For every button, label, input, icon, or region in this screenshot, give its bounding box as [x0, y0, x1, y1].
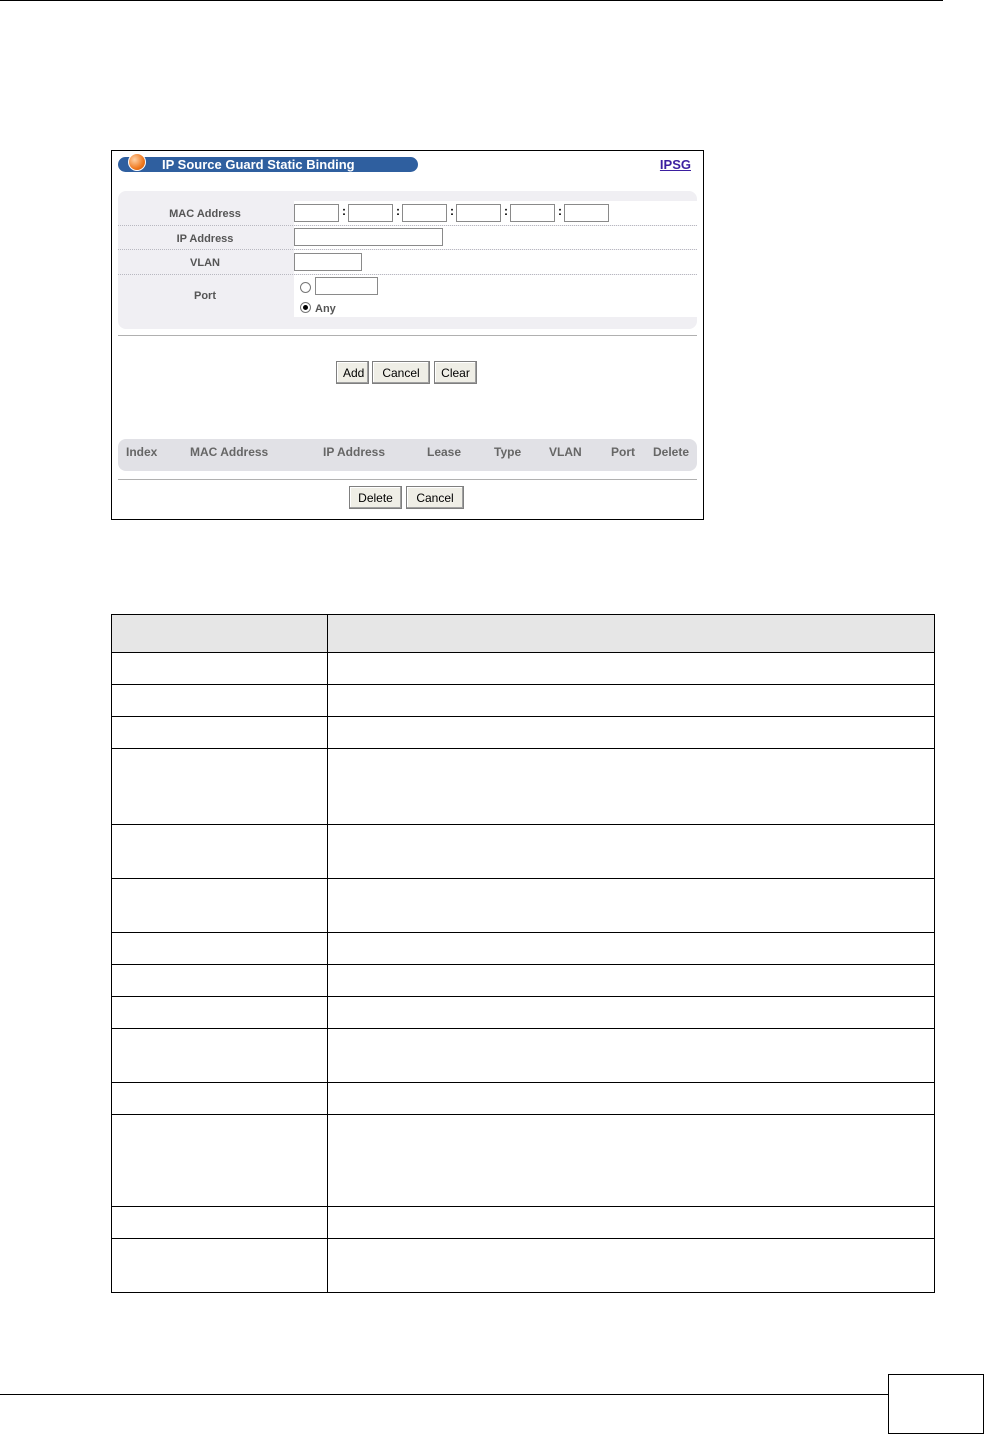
port-any-radio[interactable] — [300, 302, 311, 313]
table-row — [112, 1083, 935, 1115]
port-input[interactable] — [315, 277, 378, 295]
table-row — [112, 1029, 935, 1083]
footer-rule — [0, 1394, 888, 1395]
mac-address-row: MAC Address : : : : : — [118, 201, 697, 226]
col-delete: Delete — [653, 445, 690, 459]
table-header-row — [112, 615, 935, 653]
top-rule — [0, 0, 943, 1]
binding-list-header — [118, 439, 697, 471]
vlan-row — [118, 250, 697, 275]
mac-octet-6-input[interactable] — [564, 204, 609, 222]
orange-ball-icon — [128, 153, 146, 171]
port-any-label: Any — [315, 303, 336, 315]
table-row — [112, 685, 935, 717]
cancel-list-button[interactable]: Cancel — [406, 486, 464, 509]
col-type: Type — [494, 445, 522, 459]
table-row — [112, 997, 935, 1029]
port-number-radio[interactable] — [300, 282, 311, 293]
table-row — [112, 717, 935, 749]
page-number-box — [888, 1374, 984, 1434]
col-index: Index — [126, 445, 158, 459]
ip-source-guard-static-binding-screen — [111, 150, 704, 520]
col-mac-address: MAC Address — [190, 445, 269, 459]
description-table — [111, 614, 935, 1293]
col-vlan: VLAN — [549, 445, 582, 459]
table-row — [112, 1115, 935, 1207]
vlan-input[interactable] — [294, 253, 362, 271]
mac-octet-4-input[interactable] — [456, 204, 501, 222]
table-row — [112, 825, 935, 879]
port-row — [118, 275, 697, 317]
vlan-label: VLAN — [190, 257, 220, 269]
add-button[interactable]: Add — [336, 361, 369, 384]
table-row — [112, 1207, 935, 1239]
clear-button[interactable]: Clear — [434, 361, 477, 384]
col-lease: Lease — [427, 445, 462, 459]
ip-address-row — [118, 226, 697, 250]
delete-button[interactable]: Delete — [349, 486, 402, 509]
screen-title: IP Source Guard Static Binding — [162, 157, 355, 172]
port-label: Port — [194, 290, 216, 302]
mac-octet-2-input[interactable] — [348, 204, 393, 222]
cancel-button[interactable]: Cancel — [372, 361, 430, 384]
col-port: Port — [611, 445, 635, 459]
table-row — [112, 749, 935, 825]
mac-octet-1-input[interactable] — [294, 204, 339, 222]
ip-address-input[interactable] — [294, 228, 443, 246]
mac-address-label: MAC Address — [169, 208, 241, 220]
separator — [118, 335, 697, 336]
col-ip-address: IP Address — [323, 445, 386, 459]
table-row — [112, 879, 935, 933]
separator — [118, 479, 697, 480]
ip-address-label: IP Address — [176, 233, 234, 245]
mac-octet-5-input[interactable] — [510, 204, 555, 222]
table-row — [112, 653, 935, 685]
ipsg-link[interactable]: IPSG — [659, 157, 691, 172]
table-row — [112, 1239, 935, 1293]
table-row — [112, 965, 935, 997]
table-row — [112, 933, 935, 965]
mac-octet-3-input[interactable] — [402, 204, 447, 222]
binding-form — [118, 191, 697, 329]
